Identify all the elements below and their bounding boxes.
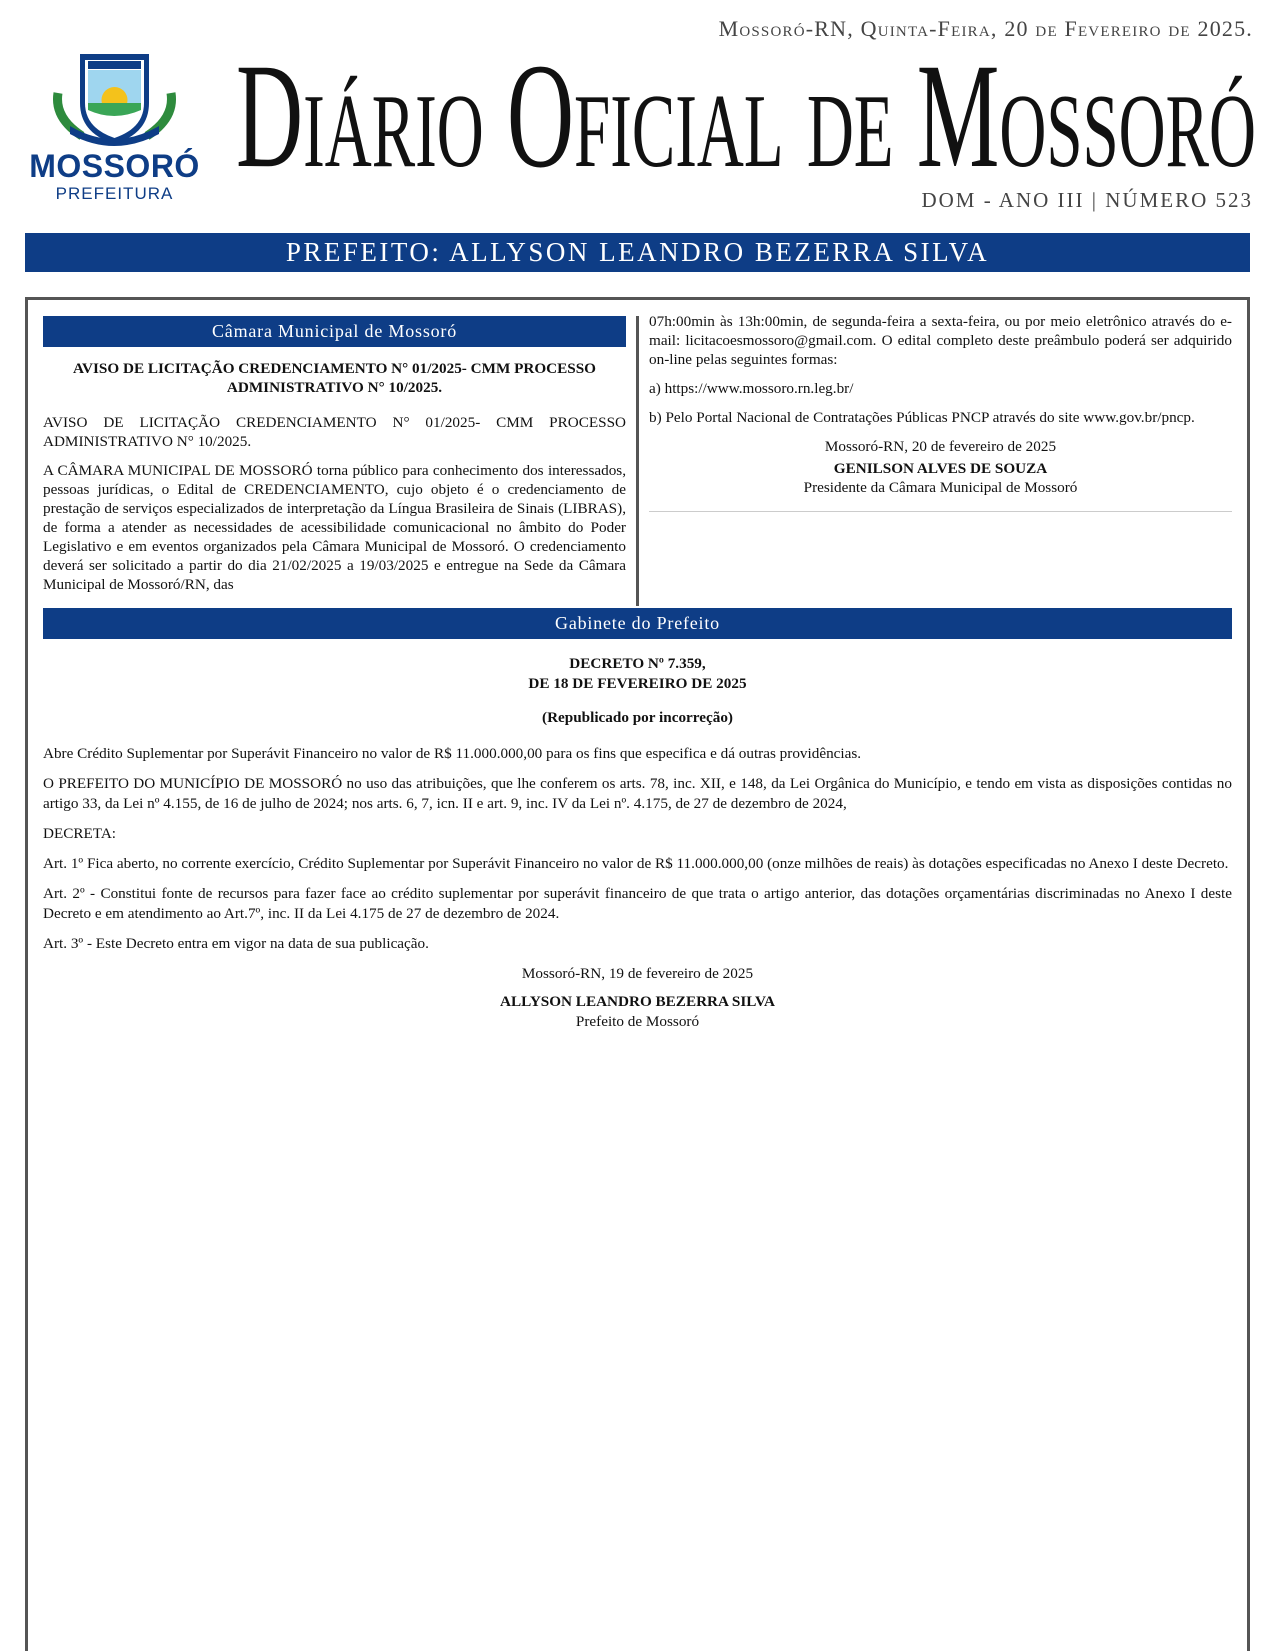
camara-notice-p2: A CÂMARA MUNICIPAL DE MOSSORÓ torna público para conhecimento dos interessados, pessoas jurídicas, o Edital de CREDENCIAMENTO, cujo objeto é o credenciamento de prestação de serviços especializados de interpretação da Língua Brasileira de Sinais (LIBRAS), de forma a atender as necessidades de acessibilidade comunicacional no âmbito do Poder Legislativo e em eventos organizados pela Câmara Municipal de Mossoró. O credenciamento deverá ser solicitado a partir do dia 21/02/2025 a 19/03/2025 e entregue na Sede da Câmara Municipal de Mossoró/RN, das <box>43 462 626 593</box>
divider-line <box>649 511 1232 512</box>
masthead-text: Diário Oficial de Mossoró <box>236 38 1256 178</box>
city-coat-of-arms-icon <box>52 48 177 148</box>
camara-place-date: Mossoró-RN, 20 de fevereiro de 2025 <box>824 438 1057 455</box>
logo-subtitle: PREFEITURA <box>55 184 174 203</box>
decree-place-date: Mossoró-RN, 19 de fevereiro de 2025 <box>521 965 754 982</box>
decree-title-line-1: DECRETO Nº 7.359, <box>569 655 706 672</box>
mayor-banner: PREFEITO: ALLYSON LEANDRO BEZERRA SILVA <box>25 233 1250 272</box>
decree-article-1: Art. 1º Fica aberto, no corrente exercício, Crédito Suplementar por Superávit Financeiro no valor de R$ 11.000.000,00 (onze milhões de reais) às dotações especificadas no Anexo I deste Decreto. <box>43 855 1229 872</box>
decree-republished-note: (Republicado por incorreção) <box>542 709 733 726</box>
decree-summary: Abre Crédito Suplementar por Superávit Financeiro no valor de R$ 11.000.000,00 para os fins que especifica e dá outras providências. <box>43 745 862 762</box>
camara-notice-heading: AVISO DE LICITAÇÃO CREDENCIAMENTO N° 01/2025- CMM PROCESSO ADMINISTRATIVO N° 10/2025. <box>73 360 596 396</box>
column-divider <box>636 316 639 606</box>
decree-title-line-2: DE 18 DE FEVEREIRO DE 2025 <box>528 675 747 692</box>
camara-signer: GENILSON ALVES DE SOUZA <box>833 460 1048 477</box>
masthead-title <box>236 38 1256 178</box>
decree-article-3: Art. 3º - Este Decreto entra em vigor na data de sua publicação. <box>43 935 429 952</box>
decree-signer: ALLYSON LEANDRO BEZERRA SILVA <box>499 993 776 1010</box>
prefeitura-logo <box>22 48 207 208</box>
camara-column-left <box>43 316 626 604</box>
camara-notice-p3: 07h:00min às 13h:00min, de segunda-feira a sexta-feira, ou por meio eletrônico através do e-mail: licitacoesmossoro@gmail.com. O edital completo deste preâmbulo poderá ser adquirido on-line pelas seguintes formas: <box>649 313 1232 368</box>
camara-option-a: a) https://www.mossoro.rn.leg.br/ <box>649 380 854 397</box>
decree-preamble: O PREFEITO DO MUNICÍPIO DE MOSSORÓ no uso das atribuições, que lhe conferem os arts. 78, inc. XII, e 148, da Lei Orgânica do Município, e tendo em vista as disposições contidas no artigo 33, da Lei nº 4.155, de 16 de julho de 2024; nos arts. 6, 7, icn. II e art. 9, inc. IV da Lei nº. 4.175, de 27 de dezembro de 2024, <box>43 775 1232 812</box>
decree-decreta: DECRETA: <box>43 825 117 842</box>
publication-dateline: Mossoró-RN, Quinta-Feira, 20 de Fevereiro de 2025. <box>718 16 1253 41</box>
edition-number: DOM - ANO III | NÚMERO 523 <box>921 188 1253 212</box>
gabinete-section-header <box>43 608 1232 639</box>
camara-notice-p1: AVISO DE LICITAÇÃO CREDENCIAMENTO N° 01/2025- CMM PROCESSO ADMINISTRATIVO N° 10/2025. <box>43 414 626 450</box>
decree-article-2: Art. 2º - Constitui fonte de recursos para fazer face ao crédito suplementar por superávit financeiro de que trata o artigo anterior, das dotações orçamentárias discriminadas no Anexo I deste Decreto e em atendimento ao Art.7º, inc. II da Lei 4.175 de 27 de dezembro de 2024. <box>43 885 1232 922</box>
section-title-camara: Câmara Municipal de Mossoró <box>43 316 626 347</box>
decree-signature <box>43 964 1232 1032</box>
camara-column-right <box>649 313 1232 512</box>
section-title-gabinete: Gabinete do Prefeito <box>43 608 1232 639</box>
camara-option-b: b) Pelo Portal Nacional de Contratações Públicas PNCP através do site www.gov.br/pncp. <box>649 409 1195 426</box>
camara-signer-role: Presidente da Câmara Municipal de Mossoró <box>803 479 1078 496</box>
decree-signer-role: Prefeito de Mossoró <box>575 1013 700 1030</box>
decree-title <box>43 654 1232 694</box>
logo-city-name: MOSSORÓ <box>29 148 200 184</box>
decree-body <box>43 654 1232 1032</box>
camara-signature <box>649 437 1232 497</box>
